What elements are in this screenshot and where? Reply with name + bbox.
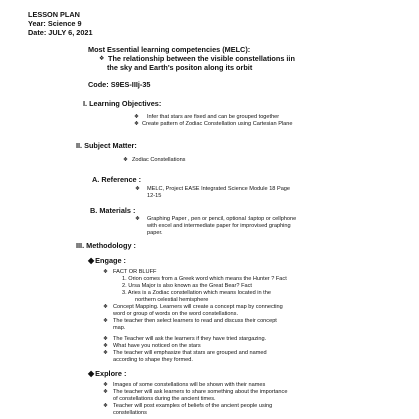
date-line: Date: JULY 6, 2021 bbox=[28, 28, 93, 37]
explore-label: Explore : bbox=[95, 369, 127, 378]
concept-line: The teacher then select learners to read and discuss their concept bbox=[113, 318, 277, 324]
fact-item: northern celestial hemisphere bbox=[135, 297, 209, 303]
engage-heading bbox=[88, 256, 126, 265]
subject-matter-heading: II. Subject Matter: bbox=[76, 141, 137, 150]
materials-line: with excel and intermediate paper for improvised graphing bbox=[147, 223, 291, 229]
melc-line-2: the sky and Earth's positon along its orbit bbox=[107, 63, 253, 72]
diamond-bullet-icon: ◆ bbox=[88, 369, 95, 378]
methodology-heading: III. Methodology : bbox=[76, 241, 136, 250]
diamond-bullet-icon: ◆ bbox=[88, 256, 95, 265]
materials-line: paper. bbox=[147, 230, 163, 236]
engage-label: Engage : bbox=[95, 256, 126, 265]
outline-bullet-icon: ❖ bbox=[103, 350, 108, 356]
fact-or-bluff-heading: FACT OR BLUFF bbox=[113, 269, 157, 275]
explore-line: of constellations during the ancient times. bbox=[113, 396, 216, 402]
outline-bullet-icon: ❖ bbox=[103, 343, 108, 349]
materials-heading: B. Materials : bbox=[90, 206, 136, 215]
subject-topic: Zodiac Constellations bbox=[132, 157, 186, 163]
competency-code: Code: S9ES-IIIj-35 bbox=[88, 80, 151, 89]
objective-item: Create pattern of Zodiac Constellation using Cartesian Plane bbox=[142, 121, 293, 127]
engage-line: The teacher will emphasize that stars are grouped and named bbox=[113, 350, 267, 356]
explore-heading bbox=[88, 369, 126, 378]
engage-line: The Teacher will ask the learners if they have tried stargazing. bbox=[113, 336, 267, 342]
reference-heading: A. Reference : bbox=[92, 175, 142, 184]
explore-line: Teacher will post examples of beliefs of the ancient people using bbox=[113, 403, 273, 409]
explore-line: constellations bbox=[113, 410, 147, 416]
reference-line: 12-15 bbox=[147, 193, 162, 199]
outline-bullet-icon: ❖ bbox=[103, 382, 108, 388]
melc-heading: Most Essential learning competencies (MELC): bbox=[88, 45, 251, 54]
outline-bullet-icon: ❖ bbox=[134, 121, 139, 127]
outline-bullet-icon: ❖ bbox=[103, 403, 108, 409]
outline-bullet-icon: ❖ bbox=[135, 216, 140, 222]
fact-item: 1. Orion comes from a Greek word which means the Hunter ? Fact bbox=[122, 276, 287, 282]
outline-bullet-icon: ❖ bbox=[134, 114, 139, 120]
objective-item: Infer that stars are fixed and can be grouped together bbox=[147, 114, 280, 120]
explore-line: Images of some constellations will be shown with their names bbox=[113, 382, 266, 388]
outline-bullet-icon: ❖ bbox=[103, 304, 108, 310]
diamond-bullet-icon: ❖ bbox=[99, 56, 105, 62]
melc-line-1: The relationship between the visible constellations iin bbox=[108, 54, 295, 63]
year-line: Year: Science 9 bbox=[28, 19, 82, 28]
lesson-plan-title: LESSON PLAN bbox=[28, 10, 80, 19]
engage-line: according to shape they formed. bbox=[113, 357, 193, 363]
outline-bullet-icon: ❖ bbox=[123, 157, 128, 163]
outline-bullet-icon: ❖ bbox=[103, 336, 108, 342]
outline-bullet-icon: ❖ bbox=[103, 389, 108, 395]
materials-line: Graphing Paper , pen or pencil, optional :laptop or cellphone bbox=[147, 216, 297, 222]
outline-bullet-icon: ❖ bbox=[103, 269, 108, 275]
engage-line: What have you noticed on the stars bbox=[113, 343, 201, 349]
reference-line: MELC, Project EASE Integrated Science Module 18 Page bbox=[147, 186, 291, 192]
fact-item: 3. Aries is a Zodiac constellation which means located in the bbox=[122, 290, 271, 296]
explore-line: The teacher will ask learners to share something about the importance bbox=[113, 389, 288, 395]
outline-bullet-icon: ❖ bbox=[103, 318, 108, 324]
fact-item: 2. Ursa Major is also known as the Great Bear? Fact bbox=[122, 283, 252, 289]
concept-line: Concept Mapping. Learners will create a concept map by connecting bbox=[113, 304, 283, 310]
concept-line: map. bbox=[113, 325, 126, 331]
outline-bullet-icon: ❖ bbox=[135, 186, 140, 192]
learning-objectives-heading: I. Learning Objectives: bbox=[83, 99, 162, 108]
concept-line: word or group of words on the word constellations. bbox=[113, 311, 238, 317]
